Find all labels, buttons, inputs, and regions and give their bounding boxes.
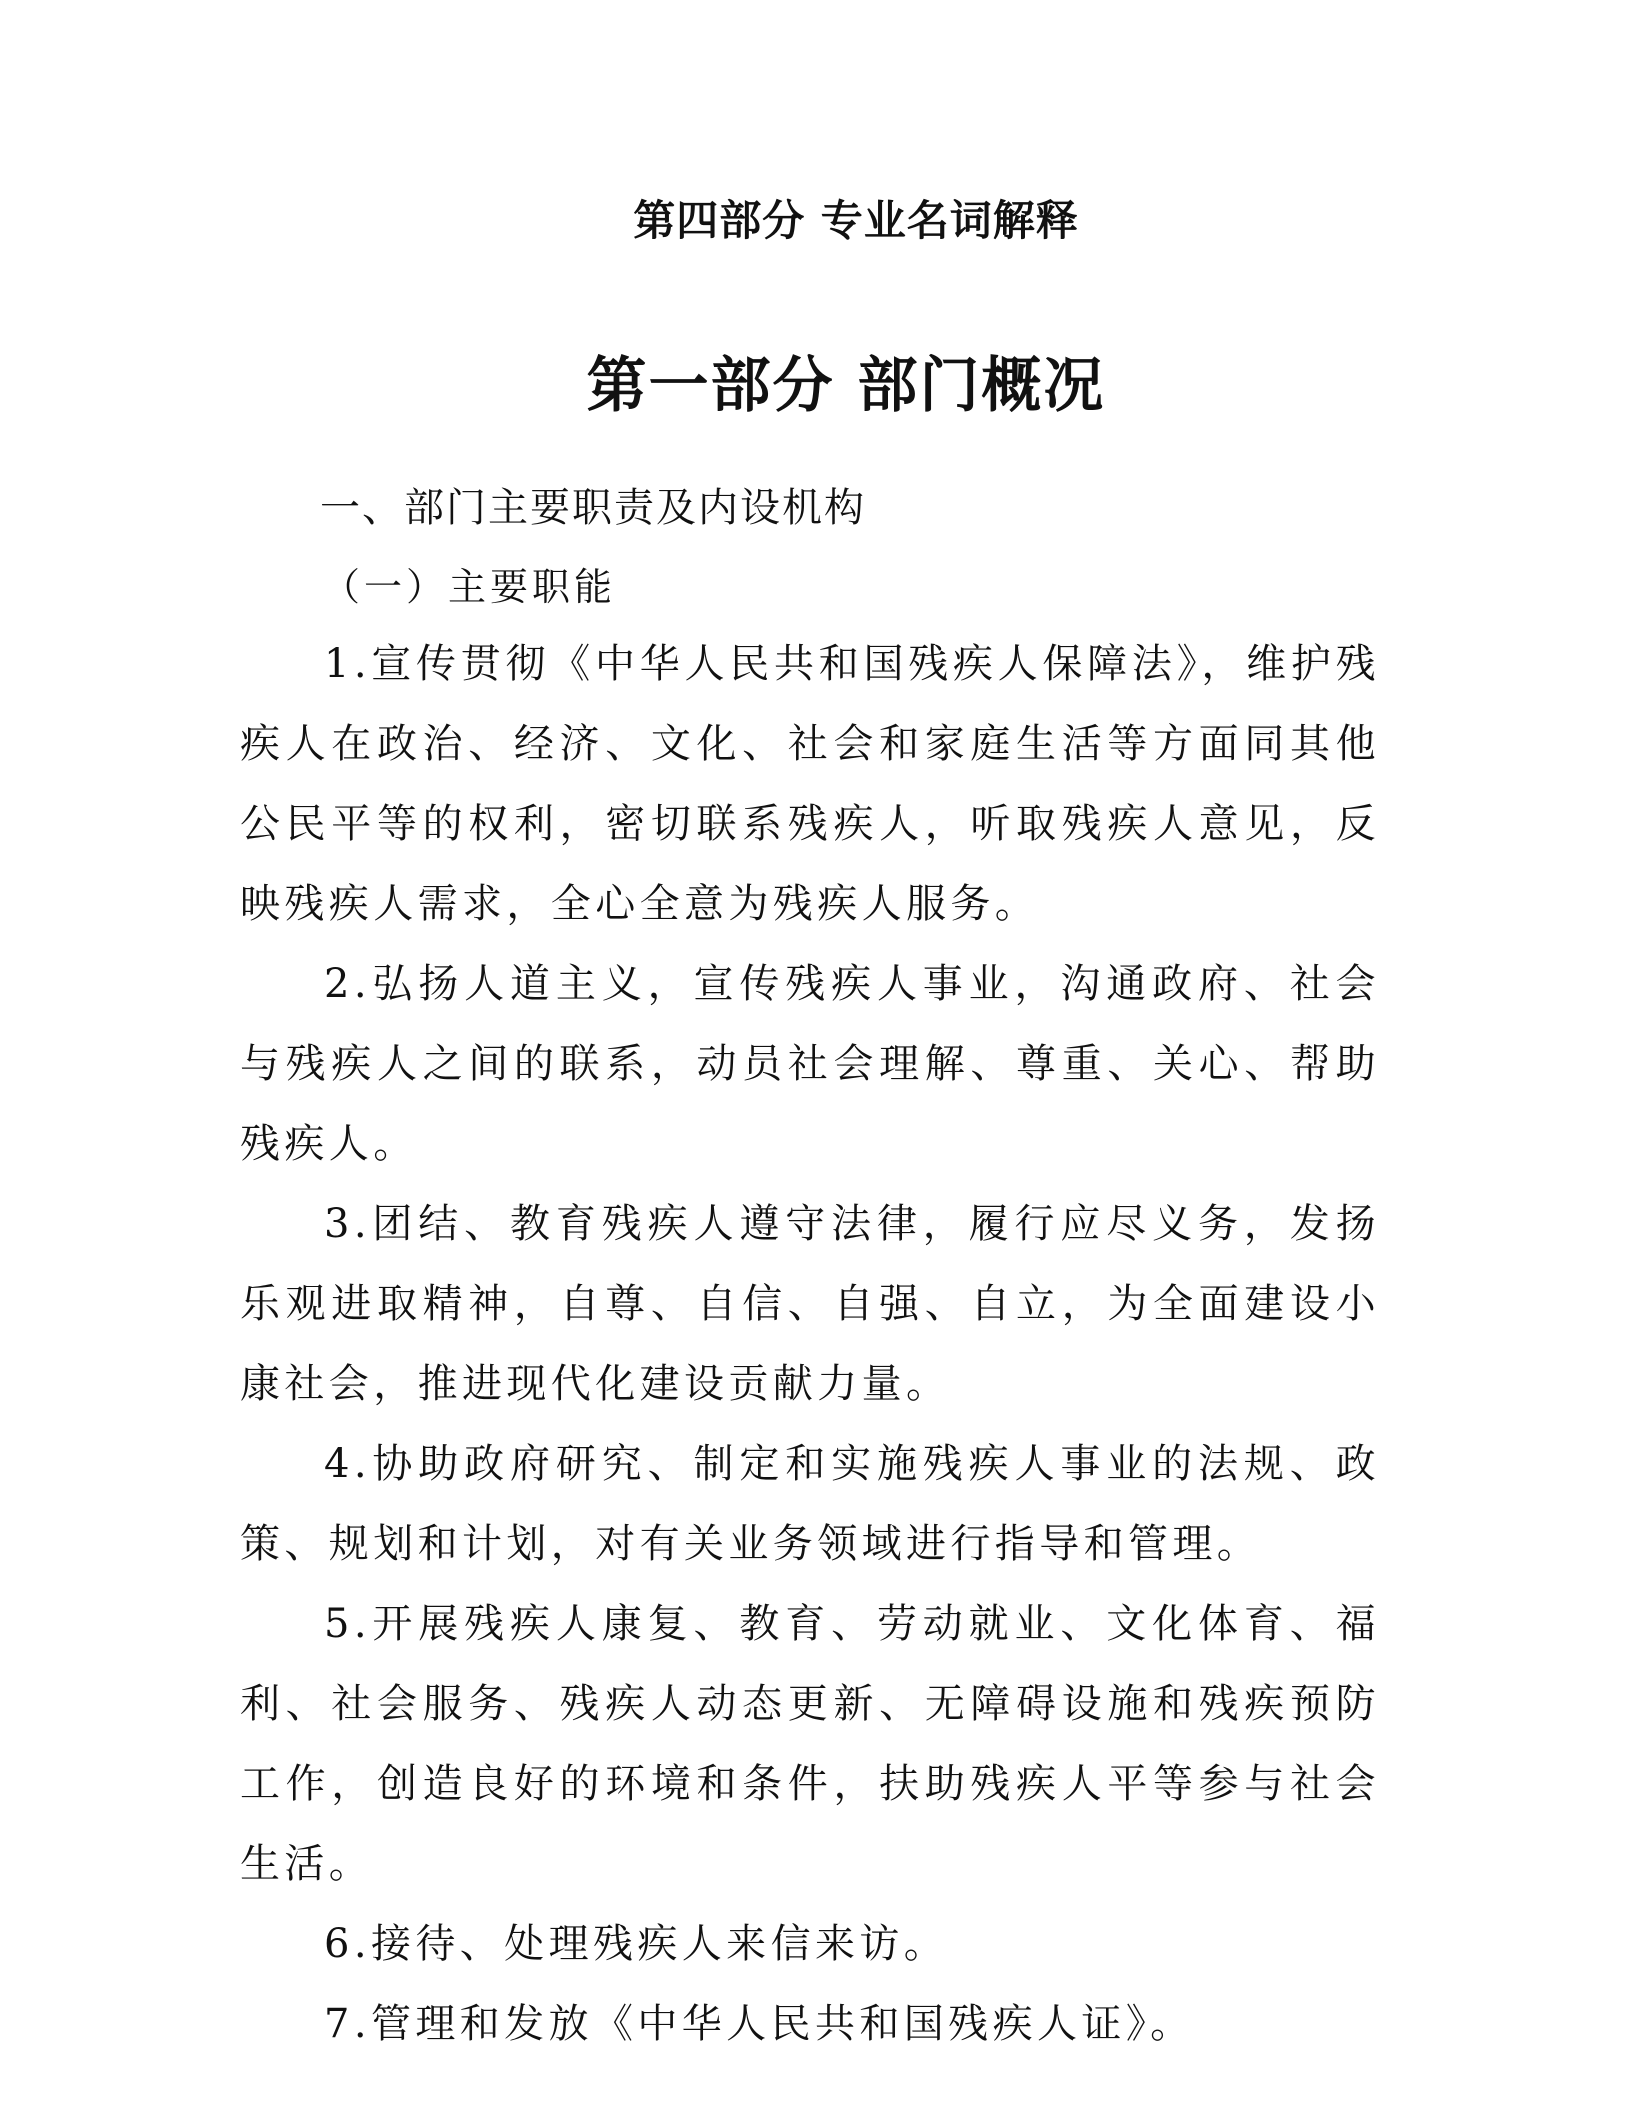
paragraph-5: 5.开展残疾人康复、教育、劳动就业、文化体育、福利、社会服务、残疾人动态更新、无障碍设施和残疾预防工作，创造良好的环境和条件，扶助残疾人平等参与社会生活。: [240, 1601, 1380, 1887]
paragraph-7: 7.管理和发放《中华人民共和国残疾人证》。: [324, 2001, 1195, 2047]
sub-heading: （一）主要职能: [322, 565, 617, 609]
toc-entry-part-four: 第四部分 专业名词解释: [633, 196, 1079, 245]
paragraph-6: 6.接待、处理残疾人来信来访。: [324, 1921, 949, 1967]
paragraph-4: 4.协助政府研究、制定和实施残疾人事业的法规、政策、规划和计划，对有关业务领域进行指导和管理。: [240, 1441, 1380, 1567]
paragraph-2: 2.弘扬人道主义，宣传残疾人事业，沟通政府、社会与残疾人之间的联系，动员社会理解、尊重、关心、帮助残疾人。: [240, 961, 1380, 1167]
section-heading: 一、部门主要职责及内设机构: [320, 485, 866, 531]
part-title: 第一部分 部门概况: [586, 351, 1106, 421]
paragraph-1: 1.宣传贯彻《中华人民共和国残疾人保障法》，维护残疾人在政治、经济、文化、社会和家庭生活等方面同其他公民平等的权利，密切联系残疾人，听取残疾人意见，反映残疾人需求，全心全意为残疾人服务。: [240, 641, 1380, 927]
body-text: [240, 624, 1380, 2064]
paragraph-3: 3.团结、教育残疾人遵守法律，履行应尽义务，发扬乐观进取精神，自尊、自信、自强、自立，为全面建设小康社会，推进现代化建设贡献力量。: [240, 1201, 1380, 1407]
